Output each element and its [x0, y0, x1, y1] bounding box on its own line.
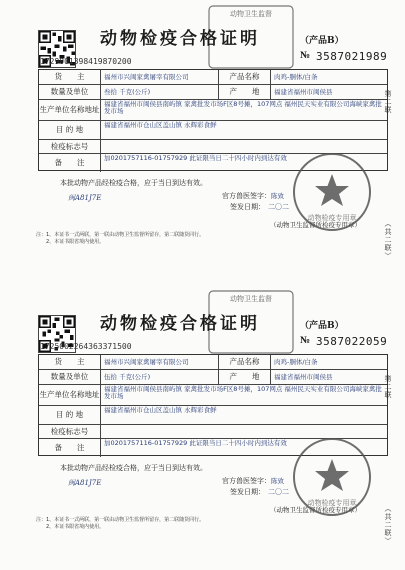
side-label-total: （共二联）	[384, 220, 392, 260]
copy-side-label	[380, 375, 396, 545]
remarks-value: 加0201757116-01757929 此证限当日二十四小时内到达有效	[104, 154, 287, 162]
barcode-number: 1725002264363371500	[40, 342, 132, 351]
origin-value: 福建省福州市闽侯县	[274, 88, 333, 96]
handwritten-signature: 闽A81J7E	[68, 194, 102, 202]
footnote-2: 2、本证书限省境内使用。	[36, 524, 105, 530]
seal-caption: （动物卫生监督所检疫专用章）	[270, 221, 361, 229]
handwritten-signature: 闽A81J7E	[68, 479, 102, 487]
sign-date-label: 签发日期：	[230, 488, 265, 496]
producer-label: 生产单位名称地址	[39, 385, 101, 405]
destination-label: 目 的 地	[39, 121, 101, 139]
sign-date-value: 二〇二	[268, 203, 289, 211]
remarks-label: 备 注	[39, 154, 101, 172]
producer-value: 福建省福州市闽侯县南屿镇 家禽批发市场F区8号摊，107网点 福州民天实业有限公司海峡家禽批发市场	[104, 100, 382, 115]
table-row	[39, 385, 387, 406]
table-row	[39, 355, 387, 370]
destination-value: 福建省福州市仓山区盖山镇 永辉彩食鲜	[104, 406, 217, 414]
serial-label: №	[300, 50, 311, 61]
producer-value: 福建省福州市闽侯县南屿镇 家禽批发市场F区8号摊，107网点 福州民天实业有限公司海峡家禽批发市场	[104, 385, 382, 400]
origin-value: 福建省福州市闽侯县	[274, 373, 333, 381]
inspection-mark-label: 检疫标志号	[39, 140, 101, 153]
side-label: 第二联	[384, 90, 392, 114]
product-name-value: 肉鸡-胴体/白条	[274, 358, 318, 366]
footnotes	[36, 232, 376, 246]
goods-owner-value: 福州市兴闽家禽屠宰有限公司	[101, 355, 219, 369]
seal-caption: （动物卫生监督所检疫专用章）	[270, 506, 361, 514]
sign-date-label: 签发日期：	[230, 203, 265, 211]
serial-number: 3587022059	[316, 335, 388, 348]
quantity-value: 伍拾 千克(公斤)	[101, 370, 219, 384]
seal-text: 动物检疫专用章	[307, 214, 357, 222]
inspection-seal-icon	[290, 435, 374, 519]
table-row	[39, 100, 387, 121]
goods-owner-label: 货 主	[39, 355, 101, 369]
table-row	[39, 406, 387, 425]
sign-date-value: 二〇二	[268, 488, 289, 496]
barcode-number: 1729001398419870200	[40, 57, 132, 66]
product-name-label: 产品名称	[219, 70, 271, 84]
page-title: 动物检疫合格证明	[100, 29, 260, 49]
footnote-1: 注：1、本证书一式两联，第一联由动物卫生监督所留存，第二联随货同行。	[36, 232, 205, 238]
quantity-label: 数量及单位	[39, 85, 101, 99]
serial-number: 3587021989	[316, 50, 388, 63]
destination-value: 福建省福州市仓山区盖山镇 永辉彩食鲜	[104, 121, 217, 129]
table-row	[39, 85, 387, 100]
footnote-1: 注：1、本证书一式两联，第一联由动物卫生监督所留存，第二联随货同行。	[36, 517, 205, 523]
page-subtitle: （产品B）	[300, 36, 344, 46]
inspection-mark-label: 检疫标志号	[39, 425, 101, 438]
table-row	[39, 121, 387, 140]
side-label: 第二联	[384, 375, 392, 399]
page-subtitle: （产品B）	[300, 321, 344, 331]
official-vet-signature	[222, 191, 284, 201]
producer-label: 生产单位名称地址	[39, 100, 101, 120]
goods-owner-label: 货 主	[39, 70, 101, 84]
remarks-label: 备 注	[39, 439, 101, 457]
product-name-value: 肉鸡-胴体/白条	[274, 73, 318, 81]
stamp-top-text: 动物卫生监督	[230, 10, 272, 18]
stamp-top-text: 动物卫生监督	[230, 295, 272, 303]
table-row	[39, 370, 387, 385]
official-vet-signature	[222, 476, 284, 486]
official-sig-name: 陈致	[271, 192, 284, 200]
certificate-2	[0, 285, 405, 570]
side-label-total: （共二联）	[384, 505, 392, 545]
official-sig-label: 官方兽医签字：	[222, 192, 271, 200]
footnotes	[36, 517, 376, 531]
copy-side-label	[380, 90, 396, 260]
remarks-value: 加0201757116-01757929 此证限当日二十四小时内到达有效	[104, 439, 287, 447]
goods-owner-value: 福州市兴闽家禽屠宰有限公司	[101, 70, 219, 84]
seal-text: 动物检疫专用章	[307, 499, 357, 507]
serial-label: №	[300, 335, 311, 346]
destination-label: 目 的 地	[39, 406, 101, 424]
quantity-label: 数量及单位	[39, 370, 101, 384]
official-sig-label: 官方兽医签字：	[222, 477, 271, 485]
footnote-2: 2、本证书限省境内使用。	[36, 239, 105, 245]
origin-label: 产 地	[219, 85, 271, 99]
official-sig-name: 陈致	[271, 477, 284, 485]
product-name-label: 产品名称	[219, 355, 271, 369]
origin-label: 产 地	[219, 370, 271, 384]
inspection-seal-icon	[290, 150, 374, 234]
table-row	[39, 70, 387, 85]
validity-statement: 本批动物产品经检疫合格，应于当日到达有效。	[60, 464, 207, 472]
validity-statement: 本批动物产品经检疫合格，应于当日到达有效。	[60, 179, 207, 187]
page-title: 动物检疫合格证明	[100, 314, 260, 334]
quantity-value: 叁拾 千克(公斤)	[101, 85, 219, 99]
